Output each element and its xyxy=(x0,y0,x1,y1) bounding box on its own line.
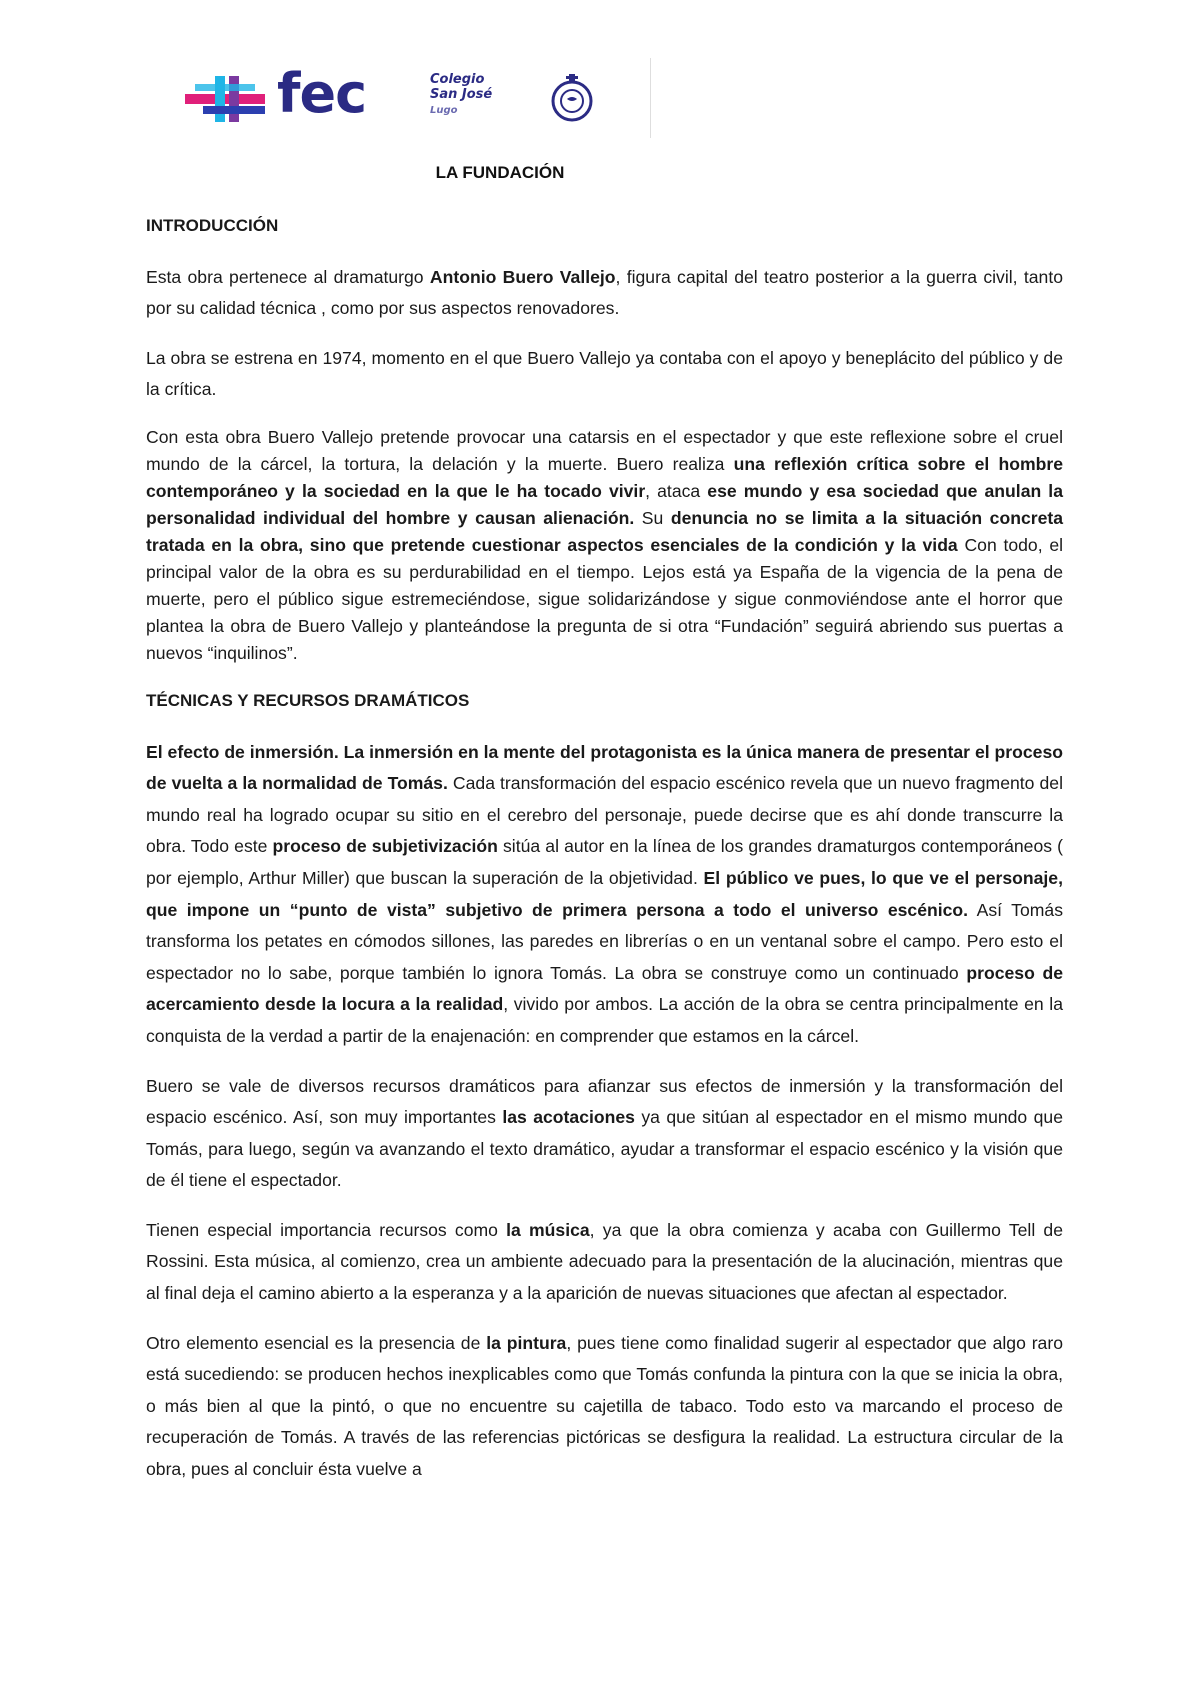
text-run: La obra se estrena en 1974, momento en el que Buero Vallejo ya contaba con el apoyo y beneplácito del público y de la crítica. xyxy=(146,347,1063,400)
colegio-line3: Lugo xyxy=(430,105,458,116)
bold-text-run: la música xyxy=(506,1219,590,1240)
text-run: , ya que la obra comienza y acaba con Guillermo Tell de Rossini. Esta música, al comienzo, crea un ambiente adecuado para la presentación de la alucinación, mientras que al final deja el camino abierto a la esperanza y a la aparición de nuevas situaciones que afectan al espectador. xyxy=(146,1219,1063,1304)
text-run: Con todo, el principal valor de la obra es su perdurabilidad en el tiempo. Lejos está ya España de la vigencia de la pena de muerte, pero el público sigue estremeciéndose, sigue solidarizándose y sigue conmoviéndose ante el horror que plantea la obra de Buero Vallejo y planteándose la pregunta de si otra “Fundación” seguirá abriendo sus puertas a nuevos “inquilinos”. xyxy=(146,534,1064,663)
section-heading-introduccion: INTRODUCCIÓN xyxy=(146,216,279,235)
bold-text-run: proceso de acercamiento desde la locura a la realidad xyxy=(146,962,1063,1015)
bold-text-run: ese mundo y esa sociedad que anulan la personalidad individual del hombre y causan alienación. xyxy=(146,480,1063,528)
school-seal-icon xyxy=(545,72,599,122)
fec-logo-text: fec xyxy=(277,62,367,125)
document-body xyxy=(146,212,1063,1504)
header-logos xyxy=(185,60,655,140)
text-run: Con esta obra Buero Vallejo pretende provocar una catarsis en el espectador y que este reflexione sobre el cruel mundo de la cárcel, la tortura, la delación y la muerte. Buero realiza xyxy=(146,426,1063,474)
text-run: Así Tomás transforma los petates en cómodos sillones, las paredes en librerías o en un ventanal sobre el campo. Pero esto el espectador no lo sabe, porque también lo ignora Tomás. La obra se construye como un continuado xyxy=(146,899,1063,983)
tecnicas-paragraph-4 xyxy=(146,1328,1063,1486)
bold-text-run: El público ve pues, lo que ve el personaje, que impone un “punto de vista” subjetivo de primera persona a todo el universo escénico. xyxy=(146,867,1063,920)
tecnicas-paragraph-1 xyxy=(146,737,1063,1053)
header-divider xyxy=(650,58,651,138)
section-heading-tecnicas: TÉCNICAS Y RECURSOS DRAMÁTICOS xyxy=(146,690,470,710)
bold-text-run: Antonio Buero Vallejo xyxy=(429,266,616,287)
text-run: Buero se vale de diversos recursos dramáticos para afianzar sus efectos de inmersión y la transformación del espacio escénico. Así, son muy importantes xyxy=(146,1075,1063,1128)
tecnicas-paragraph-2 xyxy=(146,1071,1063,1197)
text-run: Cada transformación del espacio escénico revela que un nuevo fragmento del mundo real ha logrado ocupar su sitio en el cerebro del personaje, puede decirse que es ahí donde transcurre la obra. Todo este xyxy=(146,773,1063,857)
colegio-san-jose-logo xyxy=(430,72,492,118)
colegio-line1: Colegio xyxy=(430,72,485,87)
text-run: , pues tiene como finalidad sugerir al espectador que algo raro está sucediendo: se producen hechos inexplicables como que Tomás confunda la pintura con la que se inicia la obra, o más bien al que la pintó, o que no encuentre su cajetilla de tabaco. Todo esto va marcando el proceso de recuperación de Tomás. A través de las referencias pictóricas se desfigura la realidad. La estructura circular de la obra, pues al concluir ésta vuelve a xyxy=(146,1332,1063,1480)
bold-text-run: una reflexión crítica sobre el hombre contemporáneo y la sociedad en la que le ha tocado vivir xyxy=(146,453,1063,501)
bold-text-run: El efecto de inmersión. La inmersión en la mente del protagonista es la única manera de presentar el proceso de vuelta a la normalidad de Tomás. xyxy=(146,741,1063,794)
text-run: sitúa al autor en la línea de los grandes dramaturgos contemporáneos ( por ejemplo, Arthur Miller) que buscan la superación de la objetividad. xyxy=(146,836,1064,888)
bold-text-run: la pintura xyxy=(486,1332,567,1353)
document-title: LA FUNDACIÓN xyxy=(435,163,565,182)
text-run: ya que sitúan al espectador en el mismo mundo que Tomás, para luego, según va avanzando el texto dramático, ayudar a transformar el espacio escénico y la visión que de él tiene el espectador. xyxy=(146,1107,1063,1191)
text-run: Su xyxy=(634,507,671,528)
bold-text-run: denuncia no se limita a la situación concreta tratada en la obra, sino que pretende cuestionar aspectos esenciales de la condición y la vida xyxy=(146,507,1064,555)
text-run: , vivido por ambos. La acción de la obra se centra principalmente en la conquista de la verdad a partir de la enajenación: en comprender que estamos en la cárcel. xyxy=(146,994,1063,1046)
text-run: Otro elemento esencial es la presencia de xyxy=(146,1332,487,1353)
text-run: Tienen especial importancia recursos como xyxy=(146,1219,507,1240)
text-run: , figura capital del teatro posterior a la guerra civil, tanto por su calidad técnica , como por sus aspectos renovadores. xyxy=(146,266,1063,319)
intro-paragraph-1 xyxy=(146,262,1063,325)
intro-paragraph-2 xyxy=(146,343,1063,406)
tecnicas-paragraph-3 xyxy=(146,1215,1063,1310)
text-run: , ataca xyxy=(645,480,708,501)
fec-cross-logo-icon xyxy=(185,76,265,122)
colegio-line2: San José xyxy=(430,87,493,102)
text-run: Esta obra pertenece al dramaturgo xyxy=(146,266,430,287)
intro-paragraph-3 xyxy=(146,424,1063,667)
bold-text-run: las acotaciones xyxy=(502,1107,635,1128)
bold-text-run: proceso de subjetivización xyxy=(272,836,498,857)
